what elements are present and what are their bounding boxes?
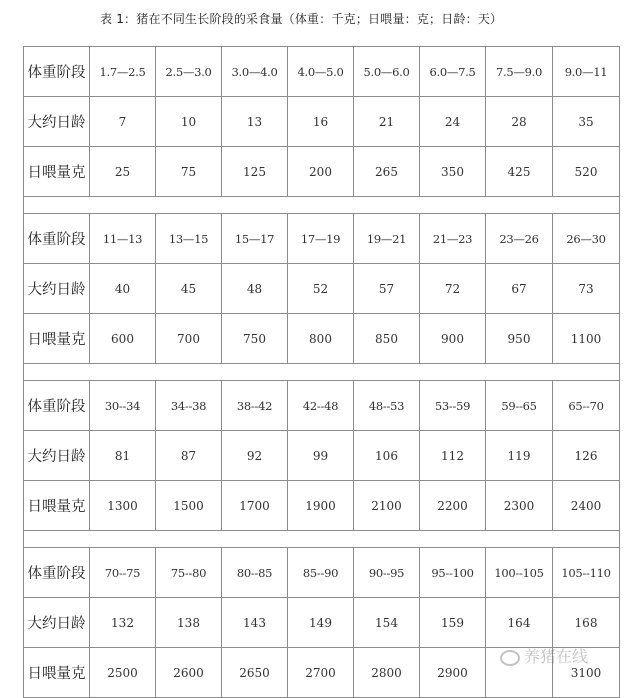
table-cell: 4.0—5.0	[288, 47, 354, 97]
feed-row	[24, 314, 620, 364]
table-cell: 800	[288, 314, 354, 364]
block-separator	[24, 197, 620, 214]
table-cell: 2900	[420, 648, 486, 698]
table-cell: 106	[354, 431, 420, 481]
table-cell: 42--48	[288, 381, 354, 431]
table-cell: 2.5—3.0	[156, 47, 222, 97]
separator-cell	[24, 197, 620, 214]
table-cell: 21—23	[420, 214, 486, 264]
weight-row	[24, 214, 620, 264]
row-label: 体重阶段	[24, 548, 90, 598]
watermark	[500, 644, 588, 667]
table-cell: 90--95	[354, 548, 420, 598]
table-cell: 126	[553, 431, 620, 481]
separator-cell	[24, 364, 620, 381]
table-cell: 164	[486, 598, 553, 648]
table-cell: 21	[354, 97, 420, 147]
table-cell: 2200	[420, 481, 486, 531]
table-cell: 38--42	[222, 381, 288, 431]
row-label: 体重阶段	[24, 214, 90, 264]
table-cell: 9.0—11	[553, 47, 620, 97]
table-cell: 25	[90, 147, 156, 197]
table-cell: 3.0—4.0	[222, 47, 288, 97]
table-cell: 65--70	[553, 381, 620, 431]
table-cell: 5.0—6.0	[354, 47, 420, 97]
feed-row	[24, 147, 620, 197]
table-cell: 149	[288, 598, 354, 648]
table-cell: 900	[420, 314, 486, 364]
table-cell: 425	[486, 147, 553, 197]
table-cell: 138	[156, 598, 222, 648]
table-cell: 750	[222, 314, 288, 364]
table-cell: 159	[420, 598, 486, 648]
table-cell: 72	[420, 264, 486, 314]
table-cell: 28	[486, 97, 553, 147]
table-cell: 350	[420, 147, 486, 197]
row-label: 日喂量克	[24, 481, 90, 531]
table-cell: 75	[156, 147, 222, 197]
table-cell: 10	[156, 97, 222, 147]
table-cell: 11—13	[90, 214, 156, 264]
table-cell: 2800	[354, 648, 420, 698]
row-label: 大约日龄	[24, 431, 90, 481]
row-label: 大约日龄	[24, 97, 90, 147]
age-row	[24, 97, 620, 147]
table-cell: 15—17	[222, 214, 288, 264]
table-cell: 1300	[90, 481, 156, 531]
table-cell: 16	[288, 97, 354, 147]
table-cell: 67	[486, 264, 553, 314]
table-cell: 26—30	[553, 214, 620, 264]
table-cell: 105--110	[553, 548, 620, 598]
table-cell: 1700	[222, 481, 288, 531]
table-cell: 52	[288, 264, 354, 314]
row-label: 体重阶段	[24, 47, 90, 97]
age-row	[24, 264, 620, 314]
feed-intake-table	[23, 46, 620, 698]
row-label: 大约日龄	[24, 598, 90, 648]
table-cell: 119	[486, 431, 553, 481]
table-cell: 125	[222, 147, 288, 197]
table-cell: 700	[156, 314, 222, 364]
table-cell: 81	[90, 431, 156, 481]
weight-row	[24, 47, 620, 97]
table-cell: 99	[288, 431, 354, 481]
block-separator	[24, 364, 620, 381]
table-cell: 1500	[156, 481, 222, 531]
table-cell: 23—26	[486, 214, 553, 264]
row-label: 日喂量克	[24, 147, 90, 197]
table-cell: 13	[222, 97, 288, 147]
table-cell: 143	[222, 598, 288, 648]
separator-cell	[24, 531, 620, 548]
table-cell: 112	[420, 431, 486, 481]
table-cell: 2300	[486, 481, 553, 531]
weight-row	[24, 548, 620, 598]
table-cell: 45	[156, 264, 222, 314]
table-cell: 2650	[222, 648, 288, 698]
table-cell: 7.5—9.0	[486, 47, 553, 97]
table-cell: 35	[553, 97, 620, 147]
table-cell: 265	[354, 147, 420, 197]
table-caption: 表 1：猪在不同生长阶段的采食量（体重：千克；日喂量：克；日龄：天）	[100, 12, 503, 26]
table-cell: 850	[354, 314, 420, 364]
table-cell: 2400	[553, 481, 620, 531]
table-cell: 2100	[354, 481, 420, 531]
table-cell: 80--85	[222, 548, 288, 598]
table-cell: 13—15	[156, 214, 222, 264]
table-cell: 2500	[90, 648, 156, 698]
table-cell: 48	[222, 264, 288, 314]
table-cell: 53--59	[420, 381, 486, 431]
table-cell: 75--80	[156, 548, 222, 598]
row-label: 体重阶段	[24, 381, 90, 431]
table-cell: 168	[553, 598, 620, 648]
watermark-text: 养猪在线	[524, 647, 589, 666]
table-cell: 19—21	[354, 214, 420, 264]
table-cell: 17—19	[288, 214, 354, 264]
row-label: 日喂量克	[24, 314, 90, 364]
table-cell: 30--34	[90, 381, 156, 431]
row-label: 日喂量克	[24, 648, 90, 698]
table-cell: 34--38	[156, 381, 222, 431]
table-cell: 154	[354, 598, 420, 648]
table-cell: 87	[156, 431, 222, 481]
table-cell: 520	[553, 147, 620, 197]
table-cell: 70--75	[90, 548, 156, 598]
table-cell: 132	[90, 598, 156, 648]
table-cell: 1.7—2.5	[90, 47, 156, 97]
table-cell: 1900	[288, 481, 354, 531]
table-cell: 950	[486, 314, 553, 364]
table-cell: 3100	[553, 648, 620, 698]
table-cell: 85--90	[288, 548, 354, 598]
block-separator	[24, 531, 620, 548]
wechat-icon	[500, 650, 520, 666]
feed-row	[24, 481, 620, 531]
weight-row	[24, 381, 620, 431]
table-cell: 92	[222, 431, 288, 481]
table-cell: 7	[90, 97, 156, 147]
table-cell: 600	[90, 314, 156, 364]
table-cell: 1100	[553, 314, 620, 364]
table-cell: 73	[553, 264, 620, 314]
table-cell: 200	[288, 147, 354, 197]
table-cell: 57	[354, 264, 420, 314]
table-cell: 100--105	[486, 548, 553, 598]
row-label: 大约日龄	[24, 264, 90, 314]
age-row	[24, 598, 620, 648]
table-cell: 24	[420, 97, 486, 147]
table-cell: 59--65	[486, 381, 553, 431]
table-cell: 95--100	[420, 548, 486, 598]
age-row	[24, 431, 620, 481]
table-cell: 40	[90, 264, 156, 314]
table-cell: 6.0—7.5	[420, 47, 486, 97]
table-cell: 2700	[288, 648, 354, 698]
table-cell: 2600	[156, 648, 222, 698]
table-cell: 48--53	[354, 381, 420, 431]
